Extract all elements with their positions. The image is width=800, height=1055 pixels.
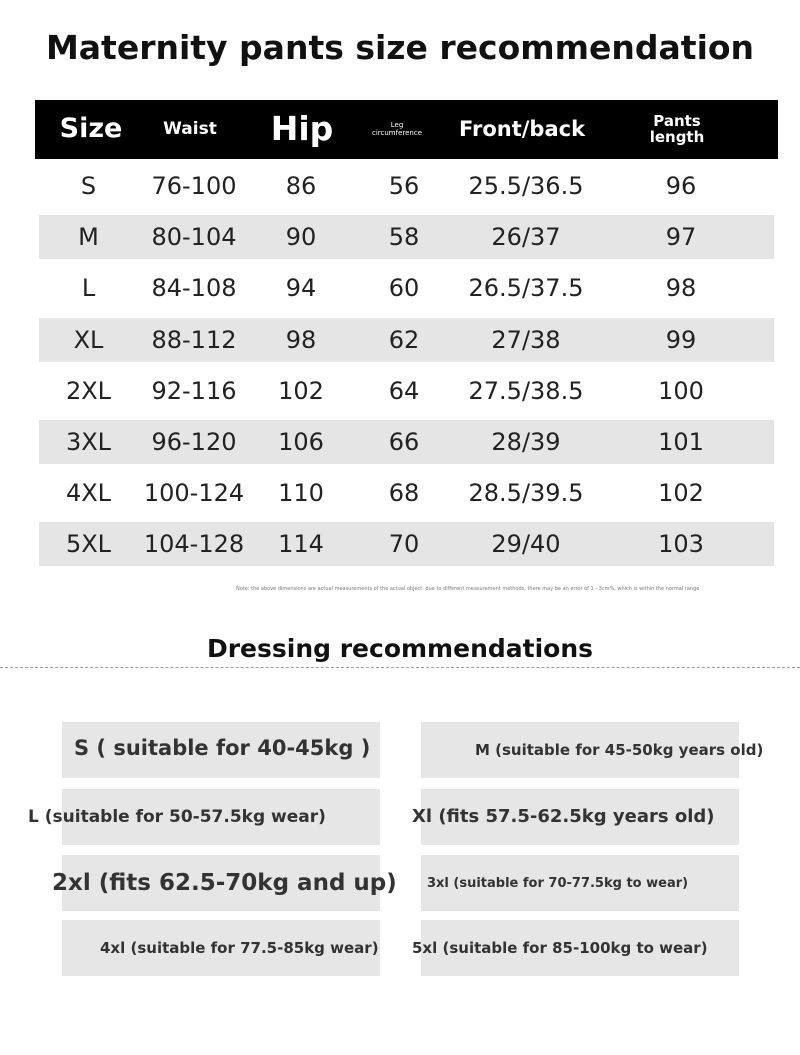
cell-waist: 100-124 bbox=[143, 479, 245, 507]
cell-hip: 98 bbox=[285, 326, 317, 354]
cell-pants-length: 99 bbox=[665, 326, 697, 354]
cell-pants-length: 98 bbox=[665, 274, 697, 302]
header-front-back: Front/back bbox=[458, 117, 586, 142]
table-row bbox=[39, 215, 774, 259]
cell-waist: 80-104 bbox=[151, 223, 237, 251]
cell-leg-circumference: 70 bbox=[388, 530, 420, 558]
cell-front-back: 26/37 bbox=[491, 223, 561, 251]
cell-hip: 110 bbox=[278, 479, 324, 507]
cell-leg-circumference: 68 bbox=[388, 479, 420, 507]
cell-leg-circumference: 66 bbox=[388, 428, 420, 456]
cell-size: 4XL bbox=[65, 479, 112, 507]
rec-text-4xl: 4xl (suitable for 77.5-85kg wear) bbox=[100, 939, 379, 957]
cell-front-back: 26.5/37.5 bbox=[468, 274, 584, 302]
cell-hip: 90 bbox=[285, 223, 317, 251]
table-row bbox=[39, 471, 774, 515]
cell-front-back: 29/40 bbox=[491, 530, 561, 558]
table-row bbox=[39, 164, 774, 208]
cell-size: 3XL bbox=[65, 428, 112, 456]
cell-size: L bbox=[81, 274, 96, 302]
cell-leg-circumference: 60 bbox=[388, 274, 420, 302]
cell-front-back: 25.5/36.5 bbox=[468, 172, 584, 200]
cell-waist: 96-120 bbox=[151, 428, 237, 456]
cell-pants-length: 97 bbox=[665, 223, 697, 251]
rec-text-s: S ( suitable for 40-45kg ) bbox=[74, 736, 371, 760]
dashed-divider bbox=[0, 667, 800, 668]
table-row bbox=[39, 420, 774, 464]
rec-text-5xl: 5xl (suitable for 85-100kg to wear) bbox=[412, 939, 708, 957]
cell-hip: 94 bbox=[285, 274, 317, 302]
cell-waist: 104-128 bbox=[143, 530, 245, 558]
cell-pants-length: 102 bbox=[658, 479, 704, 507]
rec-text-m: M (suitable for 45-50kg years old) bbox=[475, 741, 764, 759]
cell-hip: 102 bbox=[278, 377, 324, 405]
cell-leg-circumference: 64 bbox=[388, 377, 420, 405]
header-size: Size bbox=[59, 113, 123, 145]
table-row bbox=[39, 266, 774, 310]
cell-pants-length: 100 bbox=[658, 377, 704, 405]
rec-text-3xl: 3xl (suitable for 70-77.5kg to wear) bbox=[427, 876, 689, 891]
cell-size: XL bbox=[73, 326, 104, 354]
table-row bbox=[39, 318, 774, 362]
cell-front-back: 28/39 bbox=[491, 428, 561, 456]
cell-hip: 106 bbox=[278, 428, 324, 456]
rec-text-l: L (suitable for 50-57.5kg wear) bbox=[28, 807, 326, 827]
cell-size: 2XL bbox=[65, 377, 112, 405]
cell-waist: 76-100 bbox=[151, 172, 237, 200]
cell-waist: 84-108 bbox=[151, 274, 237, 302]
cell-leg-circumference: 58 bbox=[388, 223, 420, 251]
cell-hip: 86 bbox=[285, 172, 317, 200]
cell-leg-circumference: 62 bbox=[388, 326, 420, 354]
cell-front-back: 27/38 bbox=[491, 326, 561, 354]
dressing-title: Dressing recommendations bbox=[206, 634, 594, 663]
cell-size: S bbox=[80, 172, 97, 200]
header-pants-length: Pants length bbox=[649, 111, 705, 146]
cell-front-back: 28.5/39.5 bbox=[468, 479, 584, 507]
header-waist: Waist bbox=[163, 118, 217, 139]
header-hip: Hip bbox=[270, 109, 334, 149]
table-row bbox=[39, 522, 774, 566]
rec-text-xl: Xl (fits 57.5-62.5kg years old) bbox=[412, 806, 715, 827]
cell-front-back: 27.5/38.5 bbox=[468, 377, 584, 405]
table-row bbox=[39, 369, 774, 413]
cell-size: M bbox=[78, 223, 99, 251]
page-title: Maternity pants size recommendation bbox=[45, 28, 755, 67]
cell-leg-circumference: 56 bbox=[388, 172, 420, 200]
rec-text-2xl: 2xl (fits 62.5-70kg and up) bbox=[52, 870, 397, 896]
cell-pants-length: 103 bbox=[658, 530, 704, 558]
cell-pants-length: 101 bbox=[658, 428, 704, 456]
cell-hip: 114 bbox=[278, 530, 324, 558]
cell-waist: 92-116 bbox=[151, 377, 237, 405]
cell-waist: 88-112 bbox=[151, 326, 237, 354]
header-leg-circumference: Leg circumference bbox=[371, 121, 422, 137]
table-header bbox=[35, 100, 778, 159]
measurement-note: Note: the above dimensions are actual measurements of the actual object. due to different measurement methods, there may be an error of 1 - 3cm%, which is within the normal range bbox=[236, 586, 700, 592]
cell-pants-length: 96 bbox=[665, 172, 697, 200]
cell-size: 5XL bbox=[65, 530, 112, 558]
